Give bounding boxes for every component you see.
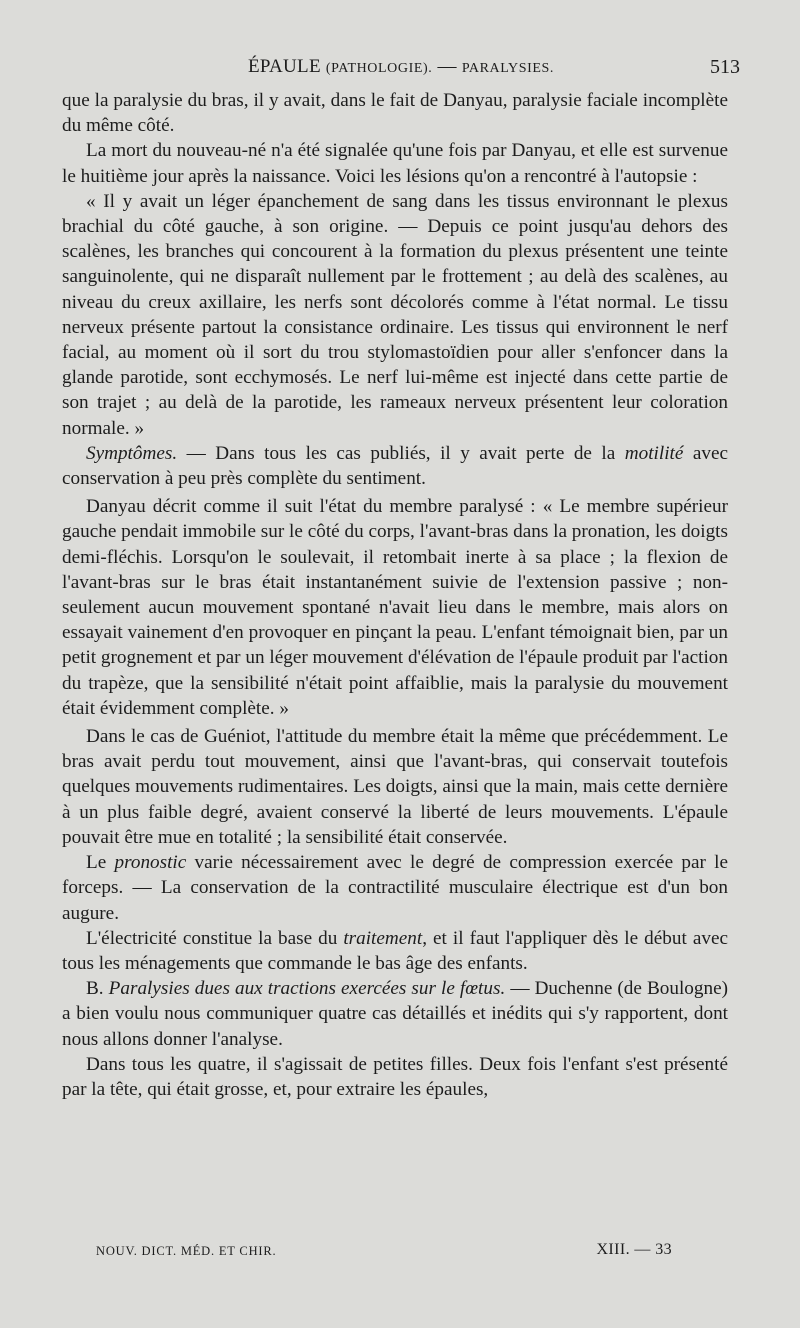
title-section: PARALYSIES.: [461, 61, 555, 76]
paragraph-7: [62, 850, 728, 926]
traitement-term: traitement: [343, 927, 423, 949]
paragraph-6: Dans le cas de Guéniot, l'attitude du membre était la même que précédemment. Le bras avait perdu tout mouvement, ainsi que l'avant-bras, qui conservait toutefois quelques mouvements rudimentaires. Les doigts, ainsi que la main, mais cette dernière à un plus faible degré, avaient conservé la liberté de leurs mouvements. L'épaule pouvait être mue en totalité ; la sensibilité était conservée.: [62, 726, 728, 848]
paragraph-7-text-a: Le: [86, 852, 115, 874]
paragraph-9-text-b: — Duchenne (de Boulogne) a bien voulu nous communiquer quatre cas détaillés et inédits qui s'y rapportent, dont nous allons donner l'analyse.: [62, 978, 728, 1050]
section-b-heading: Paralysies dues aux tractions exercées sur le fœtus.: [108, 978, 506, 1000]
page-footer: [96, 1241, 672, 1261]
title-paren: (PATHOLOGIE).: [325, 61, 433, 76]
paragraph-9-text-a: B.: [86, 978, 109, 1000]
paragraph-3: « Il y avait un léger épanchement de sang dans les tissus environnant le plexus brachial du côté gauche, à son origine. — Depuis ce point jusqu'au dehors des scalènes, les branches qui concourent à la formation du plexus présentent une teinte sanguinolente, qui ne disparaît nullement par le frottement ; au delà des scalènes, au niveau du creux axillaire, les nerfs sont décolorés comme à l'état normal. Le tissu nerveux présente partout la consistance ordinaire. Les tissus qui environnent le nerf facial, au moment où il sort du trou stylomastoïdien pour aller s'enfoncer dans la glande parotide, sont ecchymosés. Le nerf lui-même est injecté dans cette partie de son trajet ; au delà de la parotide, les rameaux nerveux présentent leur coloration normale. »: [62, 190, 728, 439]
symptomes-heading: Symptômes.: [86, 442, 178, 464]
page-body: [62, 88, 728, 1102]
running-title: [62, 56, 740, 78]
running-header: [62, 56, 740, 82]
paragraph-10: Dans tous les quatre, il s'agissait de petites filles. Deux fois l'enfant s'est présenté par la tête, qui était grosse, et, pour extraire les épaules,: [62, 1053, 728, 1100]
paragraph-4: [62, 441, 728, 491]
footer-publication: NOUV. DICT. MÉD. ET CHIR.: [96, 1244, 277, 1258]
paragraph-5: Danyau décrit comme il suit l'état du membre paralysé : « Le membre supérieur gauche pendait immobile sur le côté du corps, l'avant-bras dans la pronation, les doigts demi-fléchis. Lorsqu'on le soulevait, il retombait inerte à sa place ; la flexion de l'avant-bras sur le bras était instantanément suivie de l'extension passive ; non-seulement aucun mouvement spontané n'avait lieu dans le membre, mais alors on essayait vainement d'en provoquer en pinçant la peau. L'enfant témoignait bien, par un petit grognement et par un léger mouvement d'élévation de l'épaule produit par l'action du trapèze, que la sensibilité n'était point affaiblie, mais la paralysie du mouvement était évidemment complète. »: [62, 496, 728, 719]
paragraph-9: [62, 976, 728, 1052]
footer-signature: XIII. — 33: [596, 1241, 672, 1258]
title-main: ÉPAULE: [247, 56, 321, 77]
page-number: 513: [710, 56, 740, 78]
paragraph-8: [62, 926, 728, 976]
pronostic-term: pronostic: [114, 852, 187, 874]
paragraph-4-text-a: — Dans tous les cas publiés, il y avait perte de la: [177, 442, 625, 464]
paragraph-4-text-b: avec conservation à peu près complète du sentiment.: [62, 442, 728, 490]
motilite-term: motilité: [624, 442, 684, 464]
paragraph-2: La mort du nouveau-né n'a été signalée qu'une fois par Danyau, et elle est survenue le huitième jour après la naissance. Voici les lésions qu'on a rencontré à l'autopsie :: [62, 140, 728, 187]
paragraph-1: que la paralysie du bras, il y avait, dans le fait de Danyau, paralysie faciale incomplète du même côté.: [62, 90, 728, 137]
title-dash: —: [437, 56, 457, 77]
paragraph-8-text-b: , et il faut l'appliquer dès le début avec tous les ménagements que commande le bas âge des enfants.: [62, 927, 728, 974]
paragraph-8-text-a: L'électricité constitue la base du: [86, 927, 344, 949]
paragraph-7-text-b: varie nécessairement avec le degré de compression exercée par le forceps. — La conservation de la contractilité musculaire électrique est d'un bon augure.: [62, 852, 728, 924]
